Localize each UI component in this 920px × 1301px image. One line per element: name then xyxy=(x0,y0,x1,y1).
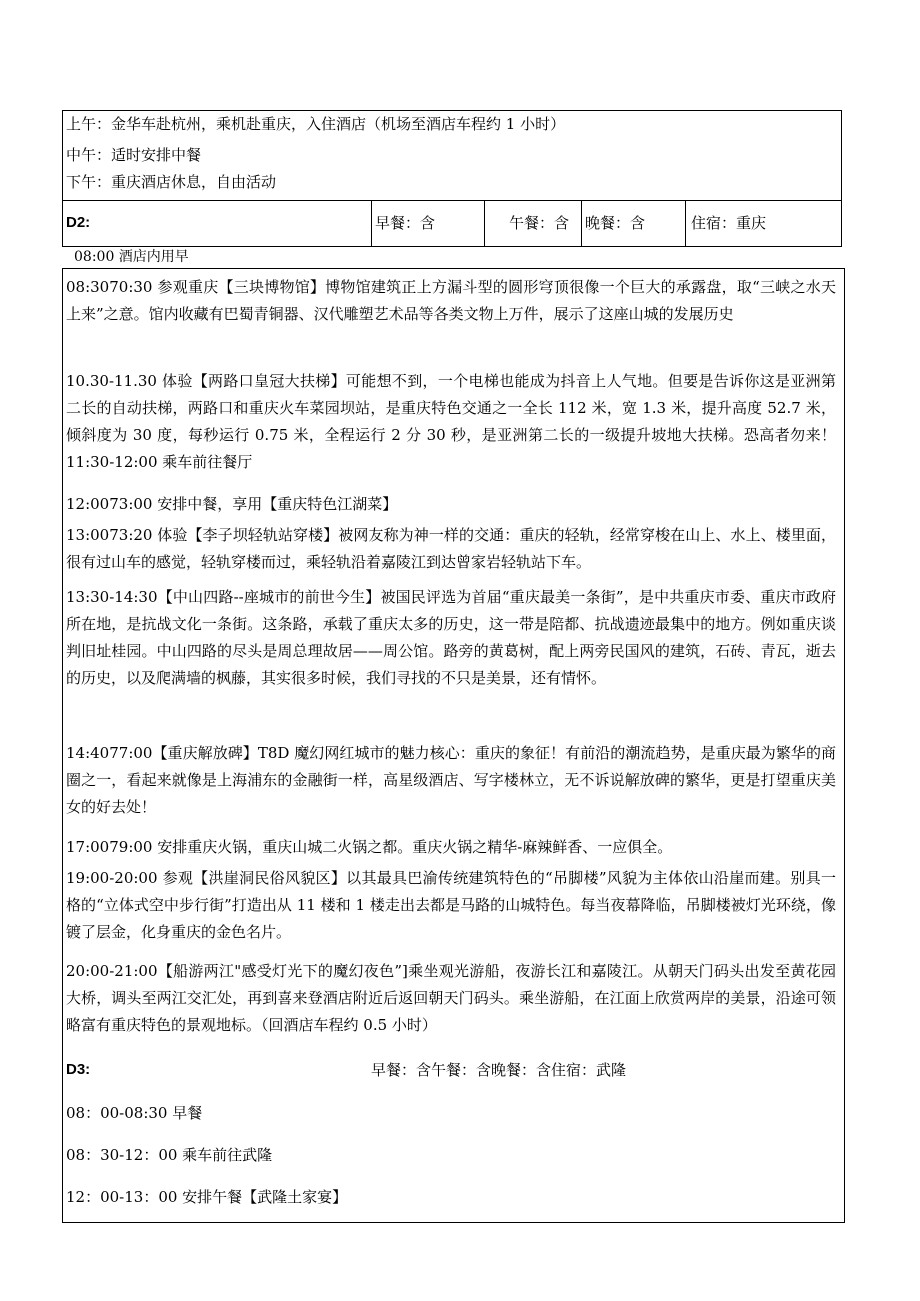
d2-breakfast-time: 08:00 酒店内用早 xyxy=(74,249,189,265)
d2-lodging: 住宿：重庆 xyxy=(691,214,767,232)
d3-meals: 早餐：含午餐：含晚餐：含住宿：武隆 xyxy=(371,1061,627,1079)
d2-col-divider-3 xyxy=(581,200,582,247)
d2-lunch: 午餐：含 xyxy=(509,214,570,232)
d2-item-boat-tour: 20:00-21:00【船游两江"感受灯光下的魔幻夜色”]乘坐观光游船，夜游长江和嘉陵江。从朝天门码头出发至黄花园大桥，调头至两江交汇处，再到喜来登酒店附近后返回朝天门码头。乘坐游船，在江面上欣赏两岸的美景，沿途可领略富有重庆特色的景观地标。（回酒店车程约 0.5 小时） xyxy=(66,962,836,1034)
d3-item-drive: 08：30-12：00 乘车前往武隆 xyxy=(66,1146,273,1164)
d2-item-hongyadong: 19:00-20:00 参观【洪崖洞民俗风貌区】以其最具巴渝传统建筑特色的“吊脚楼”风貌为主体依山沿崖而建。别具一格的“立体式空中步行街”打造出从 11 楼和 1 楼走出去都是马路的山城特色。每当夜幕降临，吊脚楼被灯光环绕，像镀了层金，化身重庆的金色名片。 xyxy=(66,869,836,941)
day1-noon: 中午：适时安排中餐 xyxy=(66,146,202,164)
d2-item-lunch: 12:0073:00 安排中餐，享用【重庆特色江湖菜】 xyxy=(66,495,398,513)
d2-item-zhongshan-road: 13:30-14:30【中山四路--座城市的前世今生】被国民评选为首届“重庆最美一条街”，是中共重庆市委、重庆市政府所在地，是抗战文化一条街。这条路，承载了重庆太多的历史，这一带是陪都、抗战遗迹最集中的地方。例如重庆谈判旧址桂园。中山四路的尽头是周总理故居——周公馆。路旁的黄葛树，配上两旁民国风的建筑，石砖、青瓦，逝去的历史，以及爬满墙的枫藤，其实很多时候，我们寻找的不只是美景，还有情怀。 xyxy=(66,588,836,687)
d2-item-escalator: 10.30-11.30 体验【两路口皇冠大扶梯】可能想不到，一个电梯也能成为抖音上人气地。但要是告诉你这是亚洲第二长的自动扶梯，两路口和重庆火车菜园坝站，是重庆特色交通之一全长 112 米，宽 1.3 米，提升高度 52.7 米，倾斜度为 30 度，每秒运行 0.75 米，全程运行 2 分 30 秒，是亚洲第二长的一级提升坡地大扶梯。恐高者勿来！11:30-12:00 乘车前往餐厅 xyxy=(66,372,836,471)
d3-item-breakfast: 08：00-08:30 早餐 xyxy=(66,1104,203,1122)
d2-label: D2: xyxy=(66,214,91,231)
d2-item-museum: 08:3070:30 参观重庆【三块博物馆】博物馆建筑正上方漏斗型的圆形穹顶很像一个巨大的承露盘，取“三峡之水天上来”之意。馆内收藏有巴蜀青铜器、汉代雕塑艺术品等各类文物上万件，展示了这座山城的发展历史 xyxy=(66,278,836,323)
d2-col-divider-4 xyxy=(685,200,686,247)
day1-afternoon: 下午：重庆酒店休息，自由活动 xyxy=(66,173,277,191)
d2-breakfast: 早餐：含 xyxy=(375,214,436,232)
d2-dinner: 晚餐：含 xyxy=(585,214,646,232)
day1-morning: 上午：金华车赴杭州，乘机赴重庆，入住酒店（机场至酒店车程约 1 小时） xyxy=(66,115,566,133)
d2-col-divider-2 xyxy=(484,200,485,247)
d2-col-divider-1 xyxy=(371,200,372,247)
d2-item-hotpot: 17:0079:00 安排重庆火锅，重庆山城二火锅之都。重庆火锅之精华-麻辣鲜香、一应俱全。 xyxy=(66,838,673,856)
d3-item-lunch: 12：00-13：00 安排午餐【武隆土家宴】 xyxy=(66,1188,348,1206)
d2-item-jiefangbei: 14:4077:00【重庆解放碑】T8D 魔幻网红城市的魅力核心：重庆的象征！有前沿的潮流趋势，是重庆最为繁华的商圈之一，看起来就像是上海浦东的金融街一样，高星级酒店、写字楼林立，无不诉说解放碑的繁华，更是打望重庆美女的好去处！ xyxy=(66,744,836,816)
d2-item-light-rail: 13:0073:20 体验【李子坝轻轨站穿楼】被网友称为神一样的交通：重庆的轻轨，经常穿梭在山上、水上、楼里面，很有过山车的感觉，轻轨穿楼而过，乘轻轨沿着嘉陵江到达曾家岩轻轨站下车。 xyxy=(66,526,836,571)
d3-label: D3: xyxy=(66,1061,91,1078)
day1-divider xyxy=(62,200,842,201)
